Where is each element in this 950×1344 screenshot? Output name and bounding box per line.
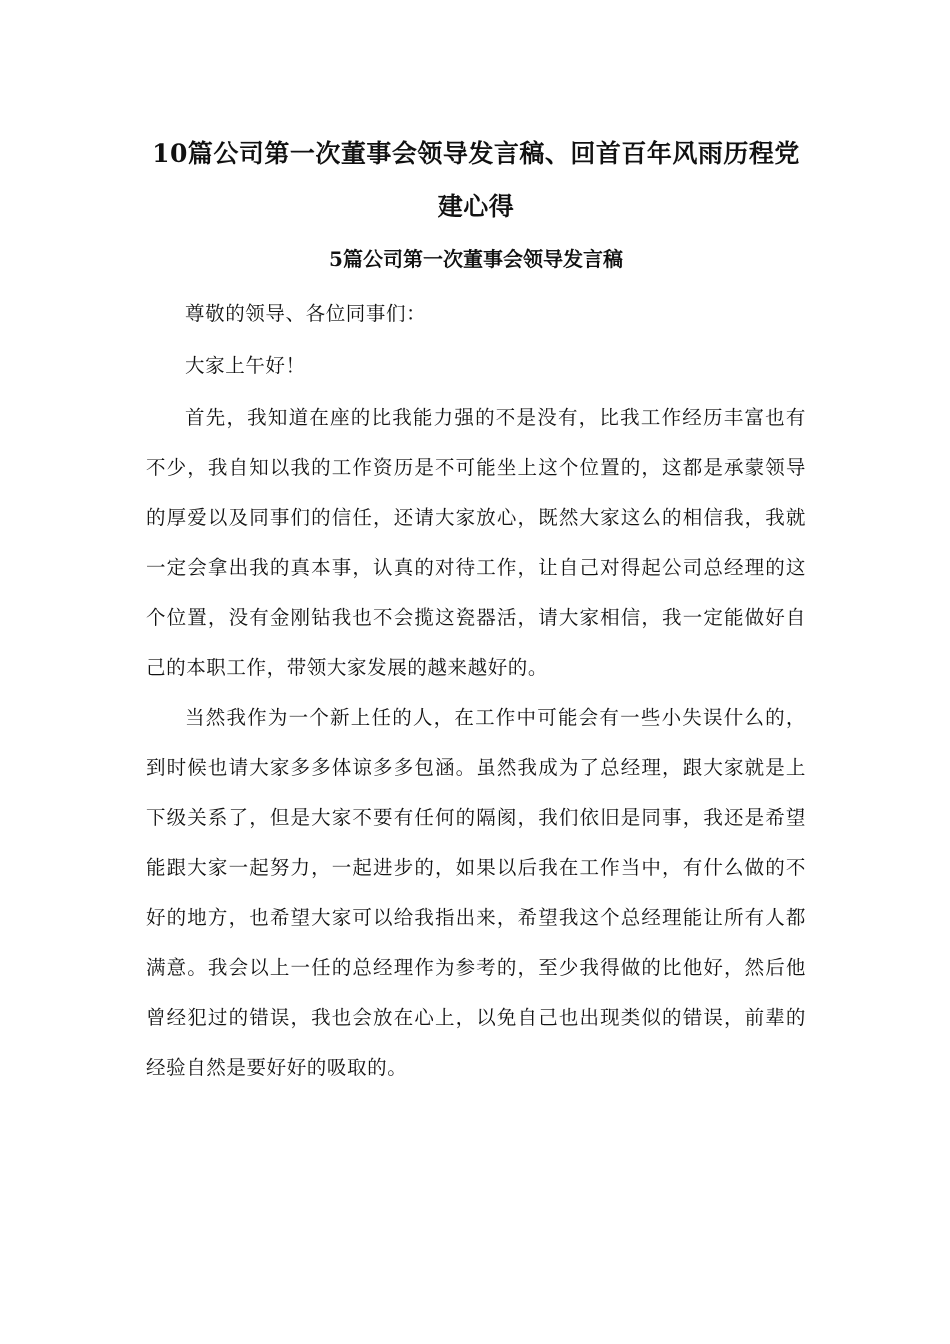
document-body: [146, 289, 806, 1093]
document-title: 10篇公司第一次董事会领导发言稿、回首百年风雨历程党建心得: [152, 139, 800, 221]
salutation-paragraph: 大家上午好！: [185, 354, 306, 377]
document-subtitle: 5篇公司第一次董事会领导发言稿: [329, 247, 623, 271]
document-page: [146, 0, 806, 1093]
greeting-paragraph: 尊敬的领导、各位同事们：: [185, 302, 427, 325]
body-paragraph-1: 首先，我知道在座的比我能力强的不是没有，比我工作经历丰富也有不少，我自知以我的工作资历是不可能坐上这个位置的，这都是承蒙领导的厚爱以及同事们的信任，还请大家放心，既然大家这么的相信我，我就一定会拿出我的真本事，认真的对待工作，让自己对得起公司总经理的这个位置，没有金刚钻我也不会揽这瓷器活，请大家相信，我一定能做好自己的本职工作，带领大家发展的越来越好的。: [146, 406, 806, 679]
body-paragraph-2: 当然我作为一个新上任的人，在工作中可能会有一些小失误什么的，到时候也请大家多多体谅多多包涵。虽然我成为了总经理，跟大家就是上下级关系了，但是大家不要有任何的隔阂，我们依旧是同事，我还是希望能跟大家一起努力，一起进步的，如果以后我在工作当中，有什么做的不好的地方，也希望大家可以给我指出来，希望我这个总经理能让所有人都满意。我会以上一任的总经理作为参考的，至少我得做的比他好，然后他曾经犯过的错误，我也会放在心上，以免自己也出现类似的错误，前辈的经验自然是要好好的吸取的。: [146, 706, 806, 1079]
